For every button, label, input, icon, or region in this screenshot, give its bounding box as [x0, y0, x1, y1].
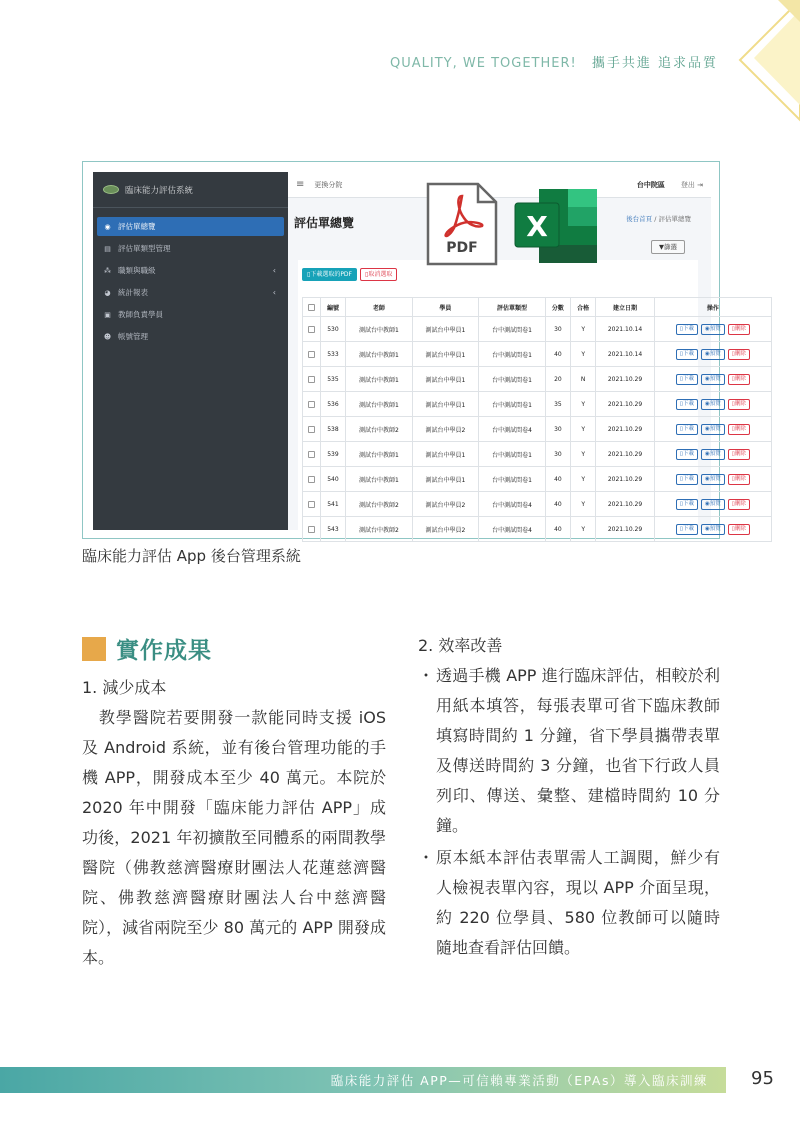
- table-row: [303, 492, 772, 517]
- cell-teacher: 測試台中教師1: [346, 392, 413, 417]
- preview-label: 預覽: [709, 350, 721, 357]
- preview-label: 預覽: [709, 500, 721, 507]
- eye-icon: ◉: [704, 500, 710, 507]
- cell-actions: [654, 342, 771, 367]
- select-all-checkbox[interactable]: [308, 304, 315, 311]
- preview-label: 預覽: [709, 450, 721, 457]
- delete-label: 刪除: [734, 425, 746, 432]
- preview-label: 預覽: [709, 525, 721, 532]
- cell-student: 測試台中學員2: [412, 492, 479, 517]
- cell-type: 台中測試問卷4: [479, 492, 546, 517]
- cell-id: 536: [320, 392, 345, 417]
- delete-button[interactable]: [728, 349, 750, 360]
- row-checkbox[interactable]: [308, 476, 315, 483]
- system-logo-icon: [103, 185, 119, 194]
- pdf-icon-label: PDF: [446, 240, 478, 256]
- footer-title: 臨床能力評估 APP—可信賴專業活動（EPAs）導入臨床訓練: [330, 1073, 708, 1088]
- breadcrumb-separator: /: [654, 215, 659, 223]
- cell-pass: Y: [571, 417, 596, 442]
- cell-type: 台中測試問卷4: [479, 517, 546, 542]
- table-header-row: [303, 298, 772, 317]
- cell-teacher: 測試台中教師1: [346, 317, 413, 342]
- cell-student: 測試台中學員1: [412, 392, 479, 417]
- cell-date: 2021.10.14: [596, 317, 654, 342]
- cell-actions: [654, 417, 771, 442]
- download-button[interactable]: [676, 349, 698, 360]
- cell-date: 2021.10.14: [596, 342, 654, 367]
- cell-teacher: 測試台中教師2: [346, 417, 413, 442]
- cell-date: 2021.10.29: [596, 517, 654, 542]
- row-checkbox-cell[interactable]: [303, 517, 321, 542]
- bullet-text: 透過手機 APP 進行臨床評估，相較於利用紙本填答，每張表單可省下臨床教師填寫時間約 1 分鐘，省下學員攜帶表單及傳送時間約 3 分鐘，也省下行政人員列印、傳送、彙整、建檔時間約 10 分鐘。: [436, 666, 720, 835]
- trash-icon: ▯: [731, 375, 735, 382]
- row-checkbox[interactable]: [308, 451, 315, 458]
- row-checkbox[interactable]: [308, 526, 315, 533]
- preview-label: 預覽: [709, 425, 721, 432]
- cell-actions: [654, 467, 771, 492]
- breadcrumb-home[interactable]: 後台首頁: [626, 215, 653, 223]
- row-checkbox[interactable]: [308, 501, 315, 508]
- cell-pass: Y: [571, 467, 596, 492]
- cell-date: 2021.10.29: [596, 392, 654, 417]
- download-label: 下載: [682, 525, 694, 532]
- column-header: 操作: [654, 298, 771, 317]
- row-checkbox-cell[interactable]: [303, 467, 321, 492]
- preview-button[interactable]: [701, 474, 725, 485]
- cell-type: 台中測試問卷1: [479, 467, 546, 492]
- download-button[interactable]: [676, 374, 698, 385]
- download-button[interactable]: [676, 499, 698, 510]
- sidebar-item-job-levels[interactable]: [97, 261, 284, 280]
- chevron-left-icon: ‹: [272, 288, 276, 297]
- sidebar-item-form-types[interactable]: [97, 239, 284, 258]
- sidebar-item-label: 評估單總覽: [118, 222, 156, 231]
- cell-id: 533: [320, 342, 345, 367]
- delete-button[interactable]: [728, 374, 750, 385]
- preview-button[interactable]: [701, 324, 725, 335]
- cancel-select-label: 取消選取: [368, 271, 393, 278]
- trash-icon: ▯: [731, 475, 735, 482]
- row-checkbox[interactable]: [308, 326, 315, 333]
- delete-label: 刪除: [734, 325, 746, 332]
- breadcrumb: [626, 214, 691, 223]
- download-label: 下載: [682, 375, 694, 382]
- sidebar-item-label: 統計報表: [118, 288, 148, 297]
- cell-date: 2021.10.29: [596, 467, 654, 492]
- admin-screenshot: [82, 161, 746, 539]
- right-subheading: 2. 效率改善: [418, 636, 503, 655]
- cell-id: 538: [320, 417, 345, 442]
- cell-actions: [654, 392, 771, 417]
- bullet-mark: ・: [418, 666, 435, 685]
- page-number: 95: [751, 1068, 774, 1089]
- cell-pass: Y: [571, 442, 596, 467]
- users-icon: ☻: [103, 332, 112, 341]
- table-row: [303, 517, 772, 542]
- cell-score: 30: [545, 317, 570, 342]
- row-checkbox-cell[interactable]: [303, 392, 321, 417]
- cell-score: 40: [545, 517, 570, 542]
- file-icon: ▯: [679, 400, 683, 407]
- eye-icon: ◉: [704, 375, 710, 382]
- preview-button[interactable]: [701, 424, 725, 435]
- table-row: [303, 417, 772, 442]
- cell-pass: N: [571, 367, 596, 392]
- download-label: 下載: [682, 450, 694, 457]
- sidebar: [93, 172, 288, 530]
- column-header: 評估單類型: [479, 298, 546, 317]
- preview-label: 預覽: [709, 325, 721, 332]
- cell-type: 台中測試問卷4: [479, 417, 546, 442]
- table-row: [303, 317, 772, 342]
- cell-date: 2021.10.29: [596, 442, 654, 467]
- eye-icon: ◉: [704, 450, 710, 457]
- trash-icon: ▯: [731, 425, 735, 432]
- download-pdf-label: 下載選取的PDF: [310, 271, 353, 278]
- trash-icon: ▯: [731, 350, 735, 357]
- delete-label: 刪除: [734, 525, 746, 532]
- cell-student: 測試台中學員1: [412, 317, 479, 342]
- logout-label: 登出: [680, 180, 695, 189]
- heading-square-icon: [82, 637, 106, 661]
- cell-date: 2021.10.29: [596, 367, 654, 392]
- cell-teacher: 測試台中教師2: [346, 517, 413, 542]
- bullet-mark: ・: [418, 848, 435, 867]
- id-card-icon: ▣: [104, 310, 111, 319]
- cell-actions: [654, 442, 771, 467]
- cell-teacher: 測試台中教師1: [346, 367, 413, 392]
- cell-score: 40: [545, 492, 570, 517]
- brand-label: 臨床能力評估系統: [125, 185, 194, 196]
- file-icon: ▯: [679, 500, 683, 507]
- column-header: 分數: [545, 298, 570, 317]
- list-icon: ▤: [104, 244, 111, 253]
- eye-icon: ◉: [704, 400, 710, 407]
- delete-button[interactable]: [728, 449, 750, 460]
- campus-name: 台中院區: [636, 180, 665, 189]
- delete-button[interactable]: [728, 474, 750, 485]
- filter-button[interactable]: [651, 240, 685, 254]
- cell-pass: Y: [571, 342, 596, 367]
- bullet-item: [418, 843, 720, 963]
- download-label: 下載: [682, 325, 694, 332]
- preview-button[interactable]: [701, 524, 725, 535]
- cell-actions: [654, 317, 771, 342]
- main-content: [288, 172, 746, 534]
- download-label: 下載: [682, 500, 694, 507]
- cell-score: 35: [545, 392, 570, 417]
- logout-link[interactable]: [681, 180, 703, 190]
- file-icon: ▯: [679, 350, 683, 357]
- sidebar-brand: [93, 172, 288, 208]
- excel-icon-label: X: [526, 210, 548, 243]
- preview-button[interactable]: [701, 499, 725, 510]
- delete-label: 刪除: [734, 450, 746, 457]
- sidebar-item-accounts[interactable]: [97, 327, 284, 346]
- delete-label: 刪除: [734, 375, 746, 382]
- download-label: 下載: [682, 350, 694, 357]
- download-button[interactable]: [676, 524, 698, 535]
- table-row: [303, 367, 772, 392]
- cell-student: 測試台中學員2: [412, 517, 479, 542]
- column-header: 合格: [571, 298, 596, 317]
- file-icon: ▯: [307, 271, 311, 278]
- filter-icon: ▼: [659, 243, 664, 251]
- trash-icon: ▯: [731, 400, 735, 407]
- eye-icon: ◉: [704, 525, 710, 532]
- row-checkbox-cell[interactable]: [303, 367, 321, 392]
- table-row: [303, 442, 772, 467]
- column-header: 編號: [320, 298, 345, 317]
- topbar: [288, 172, 711, 198]
- sidebar-item-label: 職類與職級: [118, 266, 156, 275]
- sidebar-item-overview[interactable]: [97, 217, 284, 236]
- cell-type: 台中測試問卷1: [479, 342, 546, 367]
- sidebar-item-teacher-students[interactable]: [97, 305, 284, 324]
- cell-student: 測試台中學員1: [412, 467, 479, 492]
- sidebar-item-label: 評估單類型管理: [118, 244, 171, 253]
- cancel-selection-button[interactable]: [360, 268, 397, 281]
- column-header: 老師: [346, 298, 413, 317]
- sidebar-item-label: 帳號管理: [118, 332, 148, 341]
- preview-label: 預覽: [709, 375, 721, 382]
- column-header: 學員: [412, 298, 479, 317]
- download-button[interactable]: [676, 399, 698, 410]
- pdf-file-icon: [426, 182, 498, 266]
- file-icon: ▯: [679, 425, 683, 432]
- cell-type: 台中測試問卷1: [479, 317, 546, 342]
- header-tagline: [390, 52, 718, 71]
- trash-icon: ▯: [731, 450, 735, 457]
- download-label: 下載: [682, 475, 694, 482]
- file-icon: ▯: [679, 450, 683, 457]
- cell-pass: Y: [571, 492, 596, 517]
- trash-icon: ▯: [731, 325, 735, 332]
- delete-label: 刪除: [734, 500, 746, 507]
- delete-button[interactable]: [728, 524, 750, 535]
- delete-label: 刪除: [734, 350, 746, 357]
- filter-label: 篩選: [664, 243, 677, 251]
- cell-student: 測試台中學員1: [412, 367, 479, 392]
- cell-date: 2021.10.29: [596, 417, 654, 442]
- corner-decoration: [690, 0, 800, 130]
- hamburger-menu-icon[interactable]: ≡: [296, 179, 305, 190]
- left-paragraph: [82, 703, 386, 973]
- file-icon: ▯: [365, 271, 369, 278]
- eye-icon: ◉: [704, 475, 710, 482]
- cell-pass: Y: [571, 517, 596, 542]
- section-heading: [82, 632, 212, 665]
- dashboard-icon: ◉: [104, 222, 111, 231]
- section-title: 實作成果: [116, 638, 212, 664]
- logout-icon: ⇥: [697, 180, 703, 189]
- breadcrumb-current: 評估單總覽: [658, 215, 691, 223]
- cell-pass: Y: [571, 317, 596, 342]
- page-title: 評估單總覽: [294, 216, 355, 230]
- bullet-item: [418, 661, 720, 841]
- delete-button[interactable]: [728, 499, 750, 510]
- chart-pie-icon: ◕: [104, 288, 111, 297]
- table-row: [303, 342, 772, 367]
- row-checkbox[interactable]: [308, 351, 315, 358]
- cell-actions: [654, 492, 771, 517]
- cell-score: 30: [545, 442, 570, 467]
- cell-id: 540: [320, 467, 345, 492]
- table-row: [303, 392, 772, 417]
- select-all-checkbox-cell[interactable]: [303, 298, 321, 317]
- cell-type: 台中測試問卷1: [479, 442, 546, 467]
- preview-button[interactable]: [701, 349, 725, 360]
- left-subheading: 1. 減少成本: [82, 678, 167, 697]
- delete-button[interactable]: [728, 424, 750, 435]
- cell-date: 2021.10.29: [596, 492, 654, 517]
- chevron-left-icon: ‹: [272, 266, 276, 275]
- eye-icon: ◉: [704, 350, 710, 357]
- download-button[interactable]: [676, 474, 698, 485]
- delete-label: 刪除: [734, 400, 746, 407]
- row-checkbox-cell[interactable]: [303, 342, 321, 367]
- cell-actions: [654, 367, 771, 392]
- row-checkbox[interactable]: [308, 426, 315, 433]
- cell-actions: [654, 517, 771, 542]
- file-icon: ▯: [679, 325, 683, 332]
- eye-icon: ◉: [704, 325, 710, 332]
- excel-file-icon: [513, 187, 599, 265]
- cell-id: 530: [320, 317, 345, 342]
- cell-id: 535: [320, 367, 345, 392]
- table-card: [298, 260, 746, 535]
- cell-id: 543: [320, 517, 345, 542]
- bullet-text: 原本紙本評估表單需人工調閱，鮮少有人檢視表單內容，現以 APP 介面呈現，約 220 位學員、580 位教師可以隨時隨地查看評估回饋。: [436, 848, 720, 957]
- delete-button[interactable]: [728, 399, 750, 410]
- cell-teacher: 測試台中教師2: [346, 492, 413, 517]
- row-checkbox[interactable]: [308, 401, 315, 408]
- figure-caption: 臨床能力評估 App 後台管理系統: [82, 547, 301, 565]
- sitemap-icon: ⁂: [104, 266, 111, 275]
- cost-paragraph: 教學醫院若要開發一款能同時支援 iOS 及 Android 系統，並有後台管理功能的手機 APP，開發成本至少 40 萬元。本院於 2020 年中開發「臨床能力評估 APP」成功後，2021 年初擴散至同體系的兩間教學醫院（佛教慈濟醫療財團法人花蓮慈濟醫院、佛教慈濟醫療財團法人台中慈濟醫院），減省兩院至少 80 萬元的 APP 開發成本。: [82, 708, 386, 967]
- cell-student: 測試台中學員1: [412, 342, 479, 367]
- preview-button[interactable]: [701, 374, 725, 385]
- file-icon: ▯: [679, 475, 683, 482]
- cell-score: 40: [545, 342, 570, 367]
- download-button[interactable]: [676, 449, 698, 460]
- row-checkbox-cell[interactable]: [303, 417, 321, 442]
- cell-pass: Y: [571, 392, 596, 417]
- cell-score: 40: [545, 467, 570, 492]
- trash-icon: ▯: [731, 525, 735, 532]
- cell-type: 台中測試問卷1: [479, 367, 546, 392]
- cell-student: 測試台中學員1: [412, 442, 479, 467]
- cell-score: 20: [545, 367, 570, 392]
- download-button[interactable]: [676, 424, 698, 435]
- switch-campus-link[interactable]: 更換分院: [314, 180, 343, 189]
- download-label: 下載: [682, 400, 694, 407]
- file-icon: ▯: [679, 525, 683, 532]
- preview-button[interactable]: [701, 449, 725, 460]
- download-button[interactable]: [676, 324, 698, 335]
- cell-score: 30: [545, 417, 570, 442]
- row-checkbox[interactable]: [308, 376, 315, 383]
- tagline-en: QUALITY, WE TOGETHER!: [390, 56, 577, 71]
- tagline-zh: 攜手共進 追求品質: [591, 56, 718, 71]
- file-icon: ▯: [679, 375, 683, 382]
- assessment-table: [302, 297, 772, 542]
- row-checkbox-cell[interactable]: [303, 442, 321, 467]
- sidebar-item-reports[interactable]: [97, 283, 284, 302]
- cell-teacher: 測試台中教師1: [346, 442, 413, 467]
- trash-icon: ▯: [731, 500, 735, 507]
- preview-label: 預覽: [709, 400, 721, 407]
- table-row: [303, 467, 772, 492]
- eye-icon: ◉: [704, 425, 710, 432]
- preview-label: 預覽: [709, 475, 721, 482]
- download-selected-pdf-button[interactable]: [302, 268, 357, 281]
- delete-button[interactable]: [728, 324, 750, 335]
- preview-button[interactable]: [701, 399, 725, 410]
- row-checkbox-cell[interactable]: [303, 317, 321, 342]
- delete-label: 刪除: [734, 475, 746, 482]
- cell-teacher: 測試台中教師1: [346, 342, 413, 367]
- column-header: 建立日期: [596, 298, 654, 317]
- download-label: 下載: [682, 425, 694, 432]
- cell-student: 測試台中學員2: [412, 417, 479, 442]
- sidebar-item-label: 教師負責學員: [118, 310, 163, 319]
- cell-teacher: 測試台中教師1: [346, 467, 413, 492]
- cell-id: 541: [320, 492, 345, 517]
- cell-type: 台中測試問卷1: [479, 392, 546, 417]
- cell-id: 539: [320, 442, 345, 467]
- row-checkbox-cell[interactable]: [303, 492, 321, 517]
